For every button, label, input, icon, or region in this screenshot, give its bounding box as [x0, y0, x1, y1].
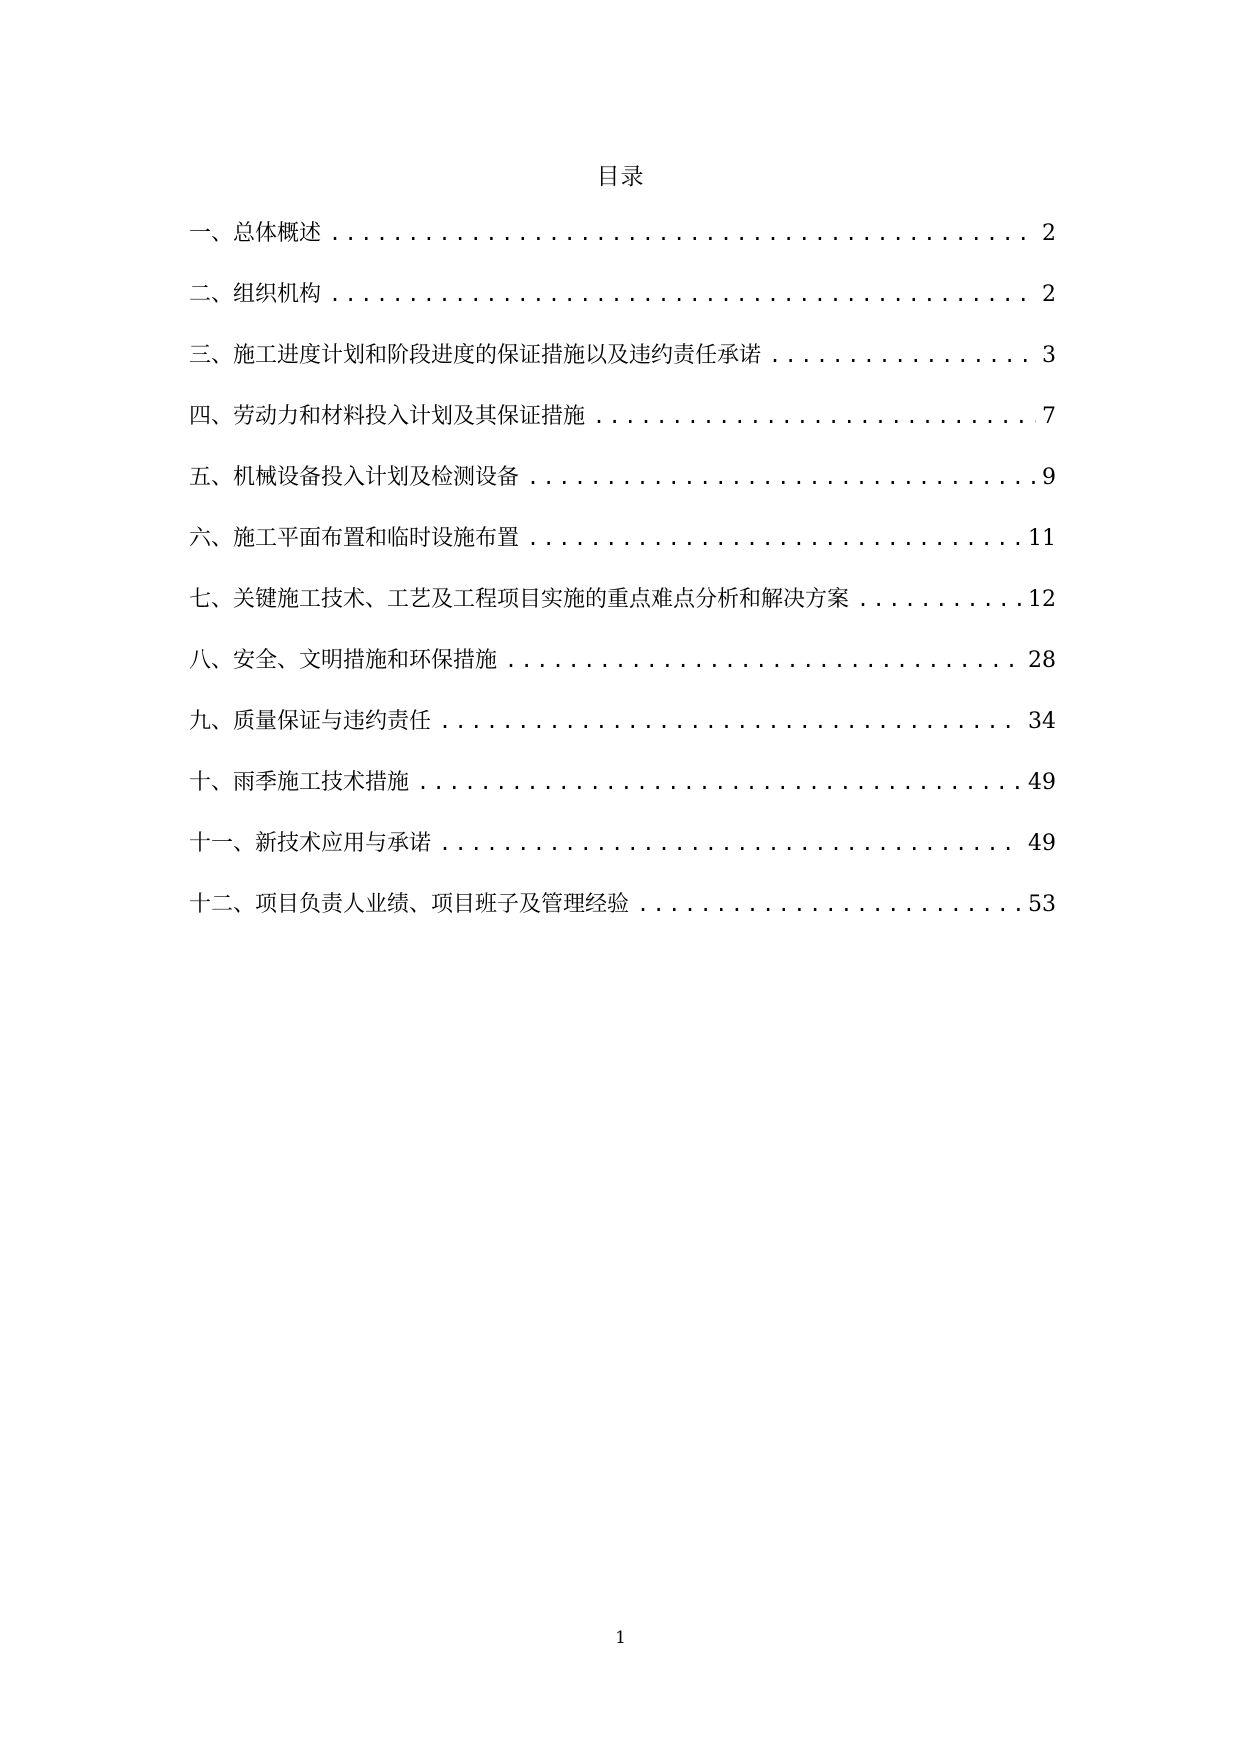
toc-entry-title: 十二、项目负责人业绩、项目班子及管理经验 — [189, 892, 630, 917]
page-number: 1 — [615, 1628, 626, 1648]
toc-dot-leader — [637, 886, 1022, 922]
toc-entry[interactable] — [189, 459, 1056, 520]
toc-entry-page: 49 — [1028, 770, 1056, 795]
toc-entry-page: 53 — [1028, 892, 1056, 917]
toc-entry-page: 9 — [1042, 465, 1056, 490]
toc-entry[interactable] — [189, 703, 1056, 764]
toc-entry-title: 八、安全、文明措施和环保措施 — [189, 648, 498, 673]
toc-entry-title: 一、总体概述 — [189, 221, 322, 246]
toc-entry-page: 28 — [1028, 648, 1056, 673]
toc-dot-leader — [769, 337, 1036, 373]
toc-title: 目录 — [596, 164, 645, 190]
toc-entry[interactable] — [189, 581, 1056, 642]
toc-entry-page: 3 — [1042, 343, 1056, 368]
toc-entry[interactable] — [189, 276, 1056, 337]
toc-entry[interactable] — [189, 886, 1056, 947]
toc-entry-title: 十一、新技术应用与承诺 — [189, 831, 432, 856]
toc-dot-leader — [527, 459, 1036, 495]
toc-entry-page: 34 — [1028, 709, 1056, 734]
toc-entry[interactable] — [189, 764, 1056, 825]
toc-entry[interactable] — [189, 825, 1056, 886]
toc-entry-page: 7 — [1042, 404, 1056, 429]
toc-dot-leader — [527, 520, 1022, 556]
toc-dot-leader — [505, 642, 1022, 678]
toc-entry-page: 2 — [1042, 282, 1056, 307]
toc-entry-title: 三、施工进度计划和阶段进度的保证措施以及违约责任承诺 — [189, 343, 762, 368]
toc-entry[interactable] — [189, 642, 1056, 703]
toc-dot-leader — [329, 215, 1036, 251]
toc-entry[interactable] — [189, 337, 1056, 398]
toc-dot-leader — [329, 276, 1036, 312]
toc-entry-title: 五、机械设备投入计划及检测设备 — [189, 465, 520, 490]
toc-entry-page: 49 — [1028, 831, 1056, 856]
toc-entry[interactable] — [189, 520, 1056, 581]
toc-entry[interactable] — [189, 215, 1056, 276]
toc-entry-title: 七、关键施工技术、工艺及工程项目实施的重点难点分析和解决方案 — [189, 587, 850, 612]
toc-dot-leader — [857, 581, 1022, 617]
toc-entry-page: 11 — [1028, 526, 1056, 551]
toc-entry-title: 九、质量保证与违约责任 — [189, 709, 432, 734]
toc-entry-title: 四、劳动力和材料投入计划及其保证措施 — [189, 404, 586, 429]
toc-entry-title: 十、雨季施工技术措施 — [189, 770, 410, 795]
toc-dot-leader — [439, 703, 1022, 739]
toc-dot-leader — [439, 825, 1022, 861]
table-of-contents — [189, 215, 1056, 947]
toc-entry[interactable] — [189, 398, 1056, 459]
toc-entry-title: 六、施工平面布置和临时设施布置 — [189, 526, 520, 551]
toc-entry-title: 二、组织机构 — [189, 282, 322, 307]
toc-entry-page: 2 — [1042, 221, 1056, 246]
toc-dot-leader — [593, 398, 1036, 434]
toc-dot-leader — [417, 764, 1022, 800]
toc-entry-page: 12 — [1028, 587, 1056, 612]
